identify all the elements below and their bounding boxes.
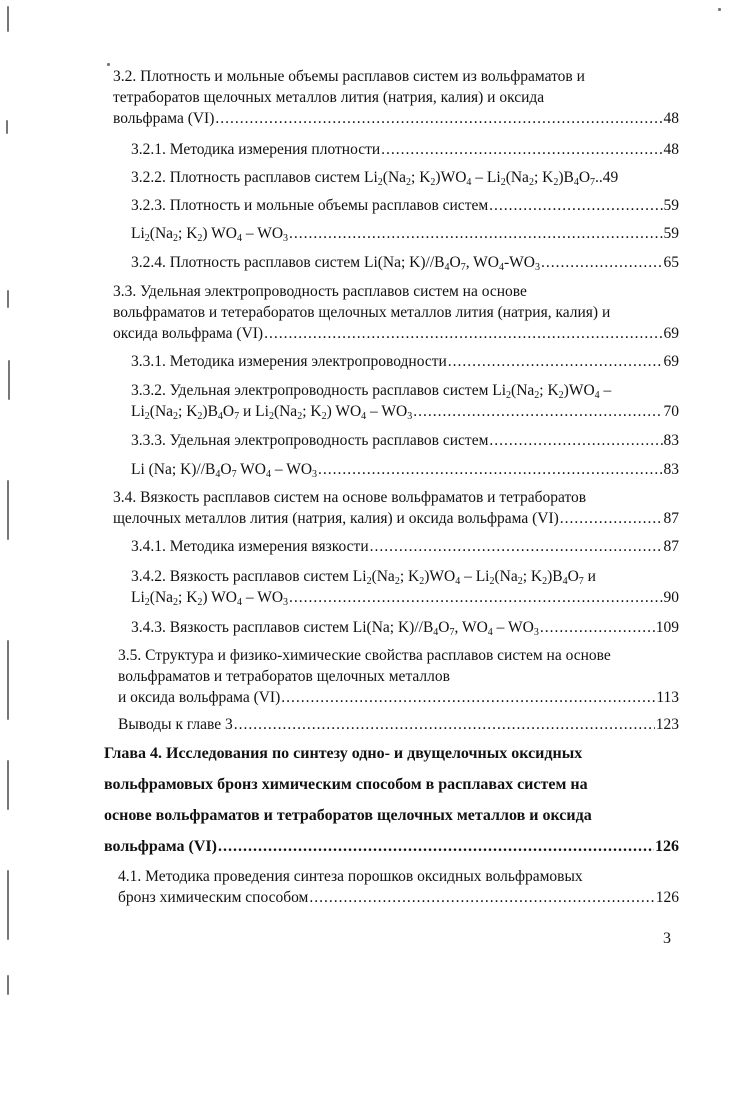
toc-entry-text: $Li_2(Na_2$; $K_2)B_4O_7$ и $Li_2(Na_2$; $K_2$) $WO_4 - WO_3$: [131, 403, 413, 422]
dot-leader: [560, 508, 663, 529]
scan-mark: [718, 8, 721, 11]
toc-entry-text: и оксида вольфрама (VI): [118, 689, 281, 706]
toc-entry-text: 3.2.3. Плотность и мольные объемы расплавов систем: [131, 197, 489, 214]
toc-entry-text: 3.4.3. Вязкость расплавов систем Li(Na; $K)//B_4O_7$, $WO_4 - WO_3$: [131, 619, 539, 638]
toc-entry-3-3-1[interactable]: [131, 351, 679, 372]
page-number-ref: 48: [663, 110, 679, 127]
page-number-ref: 87: [663, 510, 679, 527]
toc-entry-text: 3.4. Вязкость расплавов систем на основе вольфраматов и тетраборатов: [113, 489, 587, 506]
dot-leader: [318, 459, 662, 480]
dot-leader: [289, 223, 662, 244]
page-number-ref: 126: [655, 889, 679, 906]
page-number-ref: 126: [655, 838, 679, 855]
scan-mark: [107, 63, 110, 66]
toc-entry-text: тетраборатов щелочных металлов лития (натрия, калия) и оксида: [113, 89, 545, 106]
dot-leader: [289, 587, 662, 608]
scan-mark: [7, 6, 9, 32]
page-number-ref: 109: [655, 619, 679, 636]
toc-entry-3-3[interactable]: [113, 281, 679, 344]
page-number-ref: 48: [663, 141, 679, 158]
toc-entry-text: бронз химическим способом: [118, 889, 309, 906]
toc-entry-4-1[interactable]: [118, 866, 679, 908]
page-number-ref: 83: [663, 461, 679, 478]
dot-leader: [413, 401, 662, 422]
page-number-ref: 69: [663, 325, 679, 342]
toc-chapter-text: основе вольфраматов и тетраборатов щелочных металлов и оксида: [104, 807, 592, 824]
dot-leader: [489, 195, 662, 216]
toc-entry-3-2[interactable]: [113, 66, 679, 129]
page-number-ref: 83: [663, 432, 679, 449]
toc-entry-3-2-2[interactable]: [131, 167, 679, 188]
toc-chapter-text: вольфрама (VI): [104, 838, 217, 855]
toc-entry-text: $Li_2(Na_2$; $K_2$) $WO_4 - WO_3$: [131, 225, 289, 244]
dot-leader: [489, 430, 662, 451]
toc-entry-text: 3.4.1. Методика измерения вязкости: [131, 538, 369, 555]
page-number-ref: 59: [663, 197, 679, 214]
dot-leader: [541, 252, 663, 273]
toc-entry-text: 3.3.2. Удельная электропроводность расплавов систем $Li_2(Na_2$; $K_2)WO_4$ –: [131, 382, 612, 401]
toc-entry-text: 3.2. Плотность и мольные объемы расплавов систем из вольфраматов и: [113, 68, 585, 85]
toc-entry-3-2-1[interactable]: [131, 139, 679, 160]
dot-leader: [215, 108, 662, 129]
page-number-ref: 123: [655, 716, 679, 733]
toc-entry-3-2-4[interactable]: [131, 252, 679, 273]
toc-chapter-text: Глава 4. Исследования по синтезу одно- и двущелочных оксидных: [104, 745, 583, 762]
page-number-ref: 65: [663, 254, 679, 271]
page-number-ref: 70: [663, 403, 679, 420]
toc-entry-text: 3.2.4. Плотность расплавов систем Li(Na; $K)//B_4O_7$, $WO_4-WO_3$: [131, 254, 540, 273]
dot-leader: [264, 323, 662, 344]
toc-entry-text: вольфраматов и тетераборатов щелочных металлов лития (натрия, калия) и: [113, 304, 611, 321]
toc-entry-3-3-2[interactable]: [131, 380, 679, 422]
scan-mark: [7, 870, 9, 940]
scan-mark: [6, 120, 8, 134]
page-number-ref: 90: [663, 589, 679, 606]
toc-entry-text: 3.2.2. Плотность расплавов систем $Li_2(Na_2$; $K_2)WO_4 - Li_2(Na_2$; $K_2)B_4O_7$..: [131, 169, 603, 188]
toc-entry-text: 3.4.2. Вязкость расплавов систем $Li_2(Na_2$; $K_2)WO_4 - Li_2(Na_2$; $K_2)B_4O_7$ и: [131, 568, 596, 587]
dot-leader: [309, 887, 654, 908]
toc-entry-chapter-4[interactable]: [104, 738, 679, 862]
toc-entry-text: Выводы к главе 3: [118, 716, 233, 733]
dot-leader: [218, 831, 654, 862]
toc-entry-text: 3.5. Структура и физико-химические свойства расплавов систем на основе: [118, 647, 611, 664]
scan-mark: [7, 760, 9, 810]
toc-entry-text: 4.1. Методика проведения синтеза порошков оксидных вольфрамовых: [118, 868, 583, 885]
scan-mark: [7, 480, 9, 540]
toc-entry-text: оксида вольфрама (VI): [113, 325, 264, 342]
page-number: 3: [663, 930, 671, 947]
dot-leader: [281, 687, 655, 708]
dot-leader: [234, 714, 655, 735]
toc-entry-text: вольфрама (VI): [113, 110, 215, 127]
page-number-ref: 69: [663, 353, 679, 370]
toc-entry-3-4-2[interactable]: [131, 566, 679, 608]
toc-entry-text: Li (Na; $K)//B_4O_7$ $WO_4 - WO_3$: [131, 461, 318, 480]
dot-leader: [448, 351, 663, 372]
toc-chapter-text: вольфрамовых бронз химическим способом в расплавах систем на: [104, 776, 588, 793]
toc-entry-text: 3.2.1. Методика измерения плотности: [131, 141, 381, 158]
toc-entry-3-2-3-systems[interactable]: [131, 223, 679, 244]
page-number-ref: 113: [656, 689, 679, 706]
toc-entry-3-4[interactable]: [113, 487, 679, 529]
dot-leader: [540, 617, 655, 638]
page-number-ref: 87: [663, 538, 679, 555]
toc-entry-text: вольфраматов и тетраборатов щелочных металлов: [118, 668, 450, 685]
dot-leader: [370, 536, 663, 557]
toc-entry-text: 3.3. Удельная электропроводность расплавов систем на основе: [113, 283, 527, 300]
toc-entry-3-3-3-systems[interactable]: [131, 459, 679, 480]
page-number-ref: 59: [663, 225, 679, 242]
toc-entry-chapter-3-conclusions[interactable]: [118, 714, 679, 735]
page-number-ref: 49: [602, 169, 619, 186]
scan-mark: [8, 360, 10, 400]
toc-entry-3-2-3[interactable]: [131, 195, 679, 216]
toc-entry-3-3-3[interactable]: [131, 430, 679, 451]
scan-mark: [7, 640, 9, 720]
toc-entry-text: щелочных металлов лития (натрия, калия) и оксида вольфрама (VI): [113, 510, 559, 527]
toc-entry-text: 3.3.1. Методика измерения электропроводности: [131, 353, 447, 370]
dot-leader: [381, 139, 662, 160]
scan-mark: [7, 290, 9, 308]
toc-entry-text: 3.3.3. Удельная электропроводность расплавов систем: [131, 432, 489, 449]
toc-entry-3-4-1[interactable]: [131, 536, 679, 557]
scan-mark: [7, 975, 9, 995]
toc-entry-text: $Li_2(Na_2$; $K_2$) $WO_4 - WO_3$: [131, 589, 289, 608]
toc-entry-3-4-3[interactable]: [131, 617, 679, 638]
toc-entry-3-5[interactable]: [118, 645, 679, 708]
